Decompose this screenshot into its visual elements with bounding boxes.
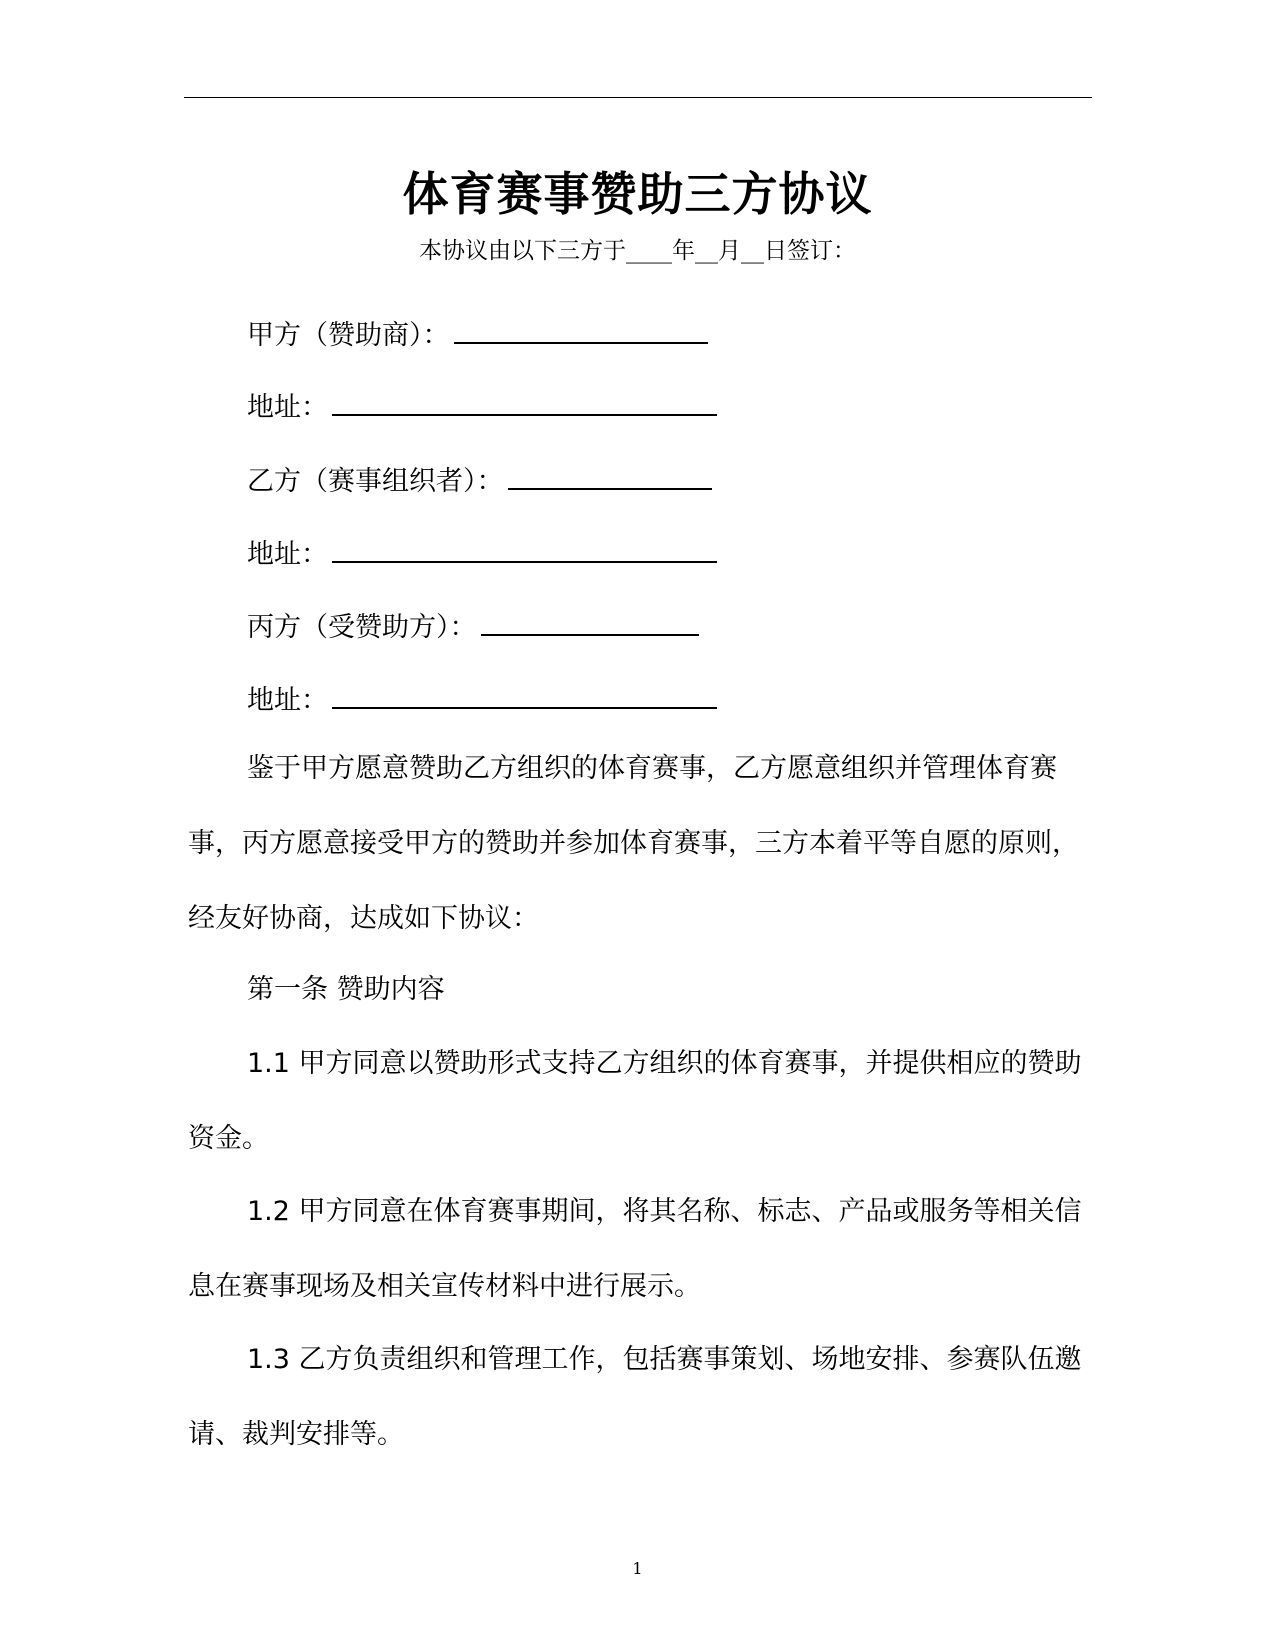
article-1-heading: 第一条 赞助内容 [247, 974, 445, 1005]
clause-1-2: 1.2 甲方同意在体育赛事期间，将其名称、标志、产品或服务等相关信息在赛事现场及相关宣传材料中进行展示。 [188, 1196, 1082, 1302]
clause-1-1: 1.1 甲方同意以赞助形式支持乙方组织的体育赛事，并提供相应的赞助资金。 [188, 1048, 1082, 1154]
document-title: 体育赛事赞助三方协议 [402, 167, 873, 221]
party-c-blank [481, 604, 699, 636]
preamble-paragraph: 鉴于甲方愿意赞助乙方组织的体育赛事，乙方愿意组织并管理体育赛事，丙方愿意接受甲方的赞助并参加体育赛事，三方本着平等自愿的原则，经友好协商，达成如下协议： [188, 753, 1079, 934]
party-c-label: 丙方（受赞助方）： [247, 612, 477, 643]
party-a-address-blank [332, 384, 717, 416]
party-c-row [247, 604, 699, 648]
signing-date-line: 本协议由以下三方于____年__月__日签订： [419, 238, 856, 264]
party-a-row [247, 312, 708, 356]
party-b-label: 乙方（赛事组织者）： [247, 466, 504, 497]
party-c-address-blank [332, 677, 717, 709]
party-c-address-row [247, 677, 717, 721]
page-number: 1 [632, 1559, 643, 1578]
party-b-blank [508, 458, 712, 490]
party-b-address-row [247, 531, 717, 575]
clause-1-3: 1.3 乙方负责组织和管理工作，包括赛事策划、场地安排、参赛队伍邀请、裁判安排等。 [188, 1344, 1082, 1450]
party-b-row [247, 458, 712, 502]
header-rule [184, 97, 1092, 98]
party-a-blank [454, 312, 708, 344]
party-c-address-label: 地址： [247, 685, 328, 716]
party-b-address-label: 地址： [247, 539, 328, 570]
party-b-address-blank [332, 531, 717, 563]
party-a-label: 甲方（赞助商）： [247, 320, 450, 351]
party-a-address-row [247, 384, 717, 428]
party-a-address-label: 地址： [247, 392, 328, 423]
